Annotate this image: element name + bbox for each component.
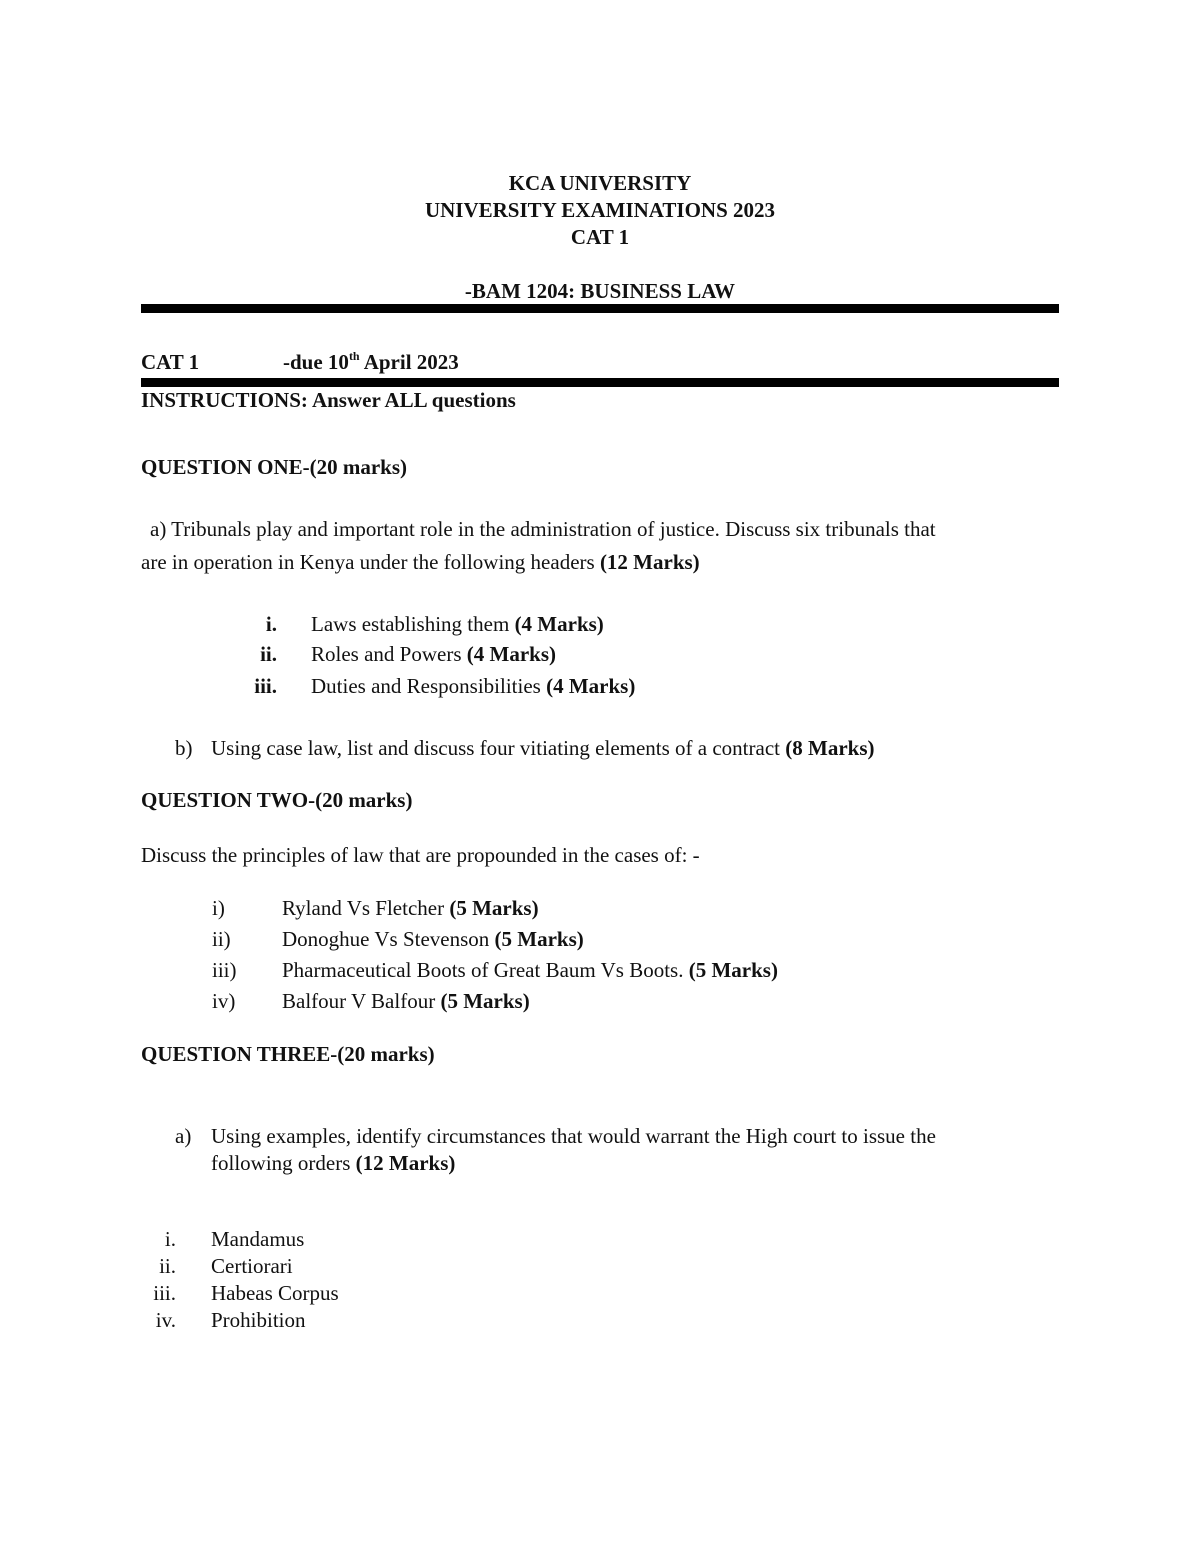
q1-item-3-num: iii.	[254, 674, 277, 698]
top-rule	[141, 304, 1059, 313]
q2-item-2: Donoghue Vs Stevenson (5 Marks)	[282, 927, 584, 951]
q3-item-2: Certiorari	[211, 1254, 293, 1278]
q2-intro: Discuss the principles of law that are propounded in the cases of: -	[141, 843, 700, 867]
q3-item-3: Habeas Corpus	[211, 1281, 339, 1305]
q3-item-4: Prohibition	[211, 1308, 306, 1332]
q2-item-4: Balfour V Balfour (5 Marks)	[282, 989, 530, 1013]
q3-part-a-num: a)	[175, 1124, 192, 1148]
q1-item-2: Roles and Powers (4 Marks)	[311, 642, 556, 666]
q3-part-a-line2: following orders (12 Marks)	[211, 1151, 456, 1175]
q1-part-b: Using case law, list and discuss four vitiating elements of a contract (8 Marks)	[211, 736, 875, 760]
due-cat-label: CAT 1	[141, 350, 200, 374]
q3-item-4-num: iv.	[155, 1308, 176, 1332]
q1-part-a-line1: a) Tribunals play and important role in the administration of justice. Discuss six tribunals that	[150, 517, 936, 541]
question-three-title: QUESTION THREE-(20 marks)	[141, 1042, 435, 1066]
course-title: -BAM 1204: BUSINESS LAW	[464, 279, 736, 303]
q3-item-2-num: ii.	[159, 1254, 176, 1278]
q2-item-4-num: iv)	[212, 989, 236, 1013]
q2-item-1: Ryland Vs Fletcher (5 Marks)	[282, 896, 539, 920]
q1-part-a-line2: are in operation in Kenya under the following headers (12 Marks)	[141, 550, 700, 574]
instructions: INSTRUCTIONS: Answer ALL questions	[141, 388, 516, 412]
q1-item-1: Laws establishing them (4 Marks)	[311, 612, 604, 636]
exam-title: UNIVERSITY EXAMINATIONS 2023	[424, 198, 776, 222]
q3-item-1-num: i.	[164, 1227, 176, 1251]
question-one-title: QUESTION ONE-(20 marks)	[141, 455, 408, 479]
q3-item-1: Mandamus	[211, 1227, 305, 1251]
q3-item-3-num: iii.	[153, 1281, 176, 1305]
q1-item-1-num: i.	[265, 612, 277, 636]
q1-part-b-num: b)	[175, 736, 193, 760]
due-date: -due 10th April 2023	[283, 349, 459, 374]
q2-item-1-num: i)	[212, 896, 225, 920]
q1-item-3: Duties and Responsibilities (4 Marks)	[311, 674, 636, 698]
q2-item-2-num: ii)	[212, 927, 231, 951]
q2-item-3-num: iii)	[212, 958, 237, 982]
q1-item-2-num: ii.	[260, 642, 277, 666]
cat-title: CAT 1	[570, 225, 630, 249]
q3-part-a-line1: Using examples, identify circumstances that would warrant the High court to issue the	[211, 1124, 936, 1148]
mid-rule	[141, 378, 1059, 387]
university-name: KCA UNIVERSITY	[508, 171, 692, 195]
q2-item-3: Pharmaceutical Boots of Great Baum Vs Boots. (5 Marks)	[282, 958, 778, 982]
question-two-title: QUESTION TWO-(20 marks)	[141, 788, 413, 812]
